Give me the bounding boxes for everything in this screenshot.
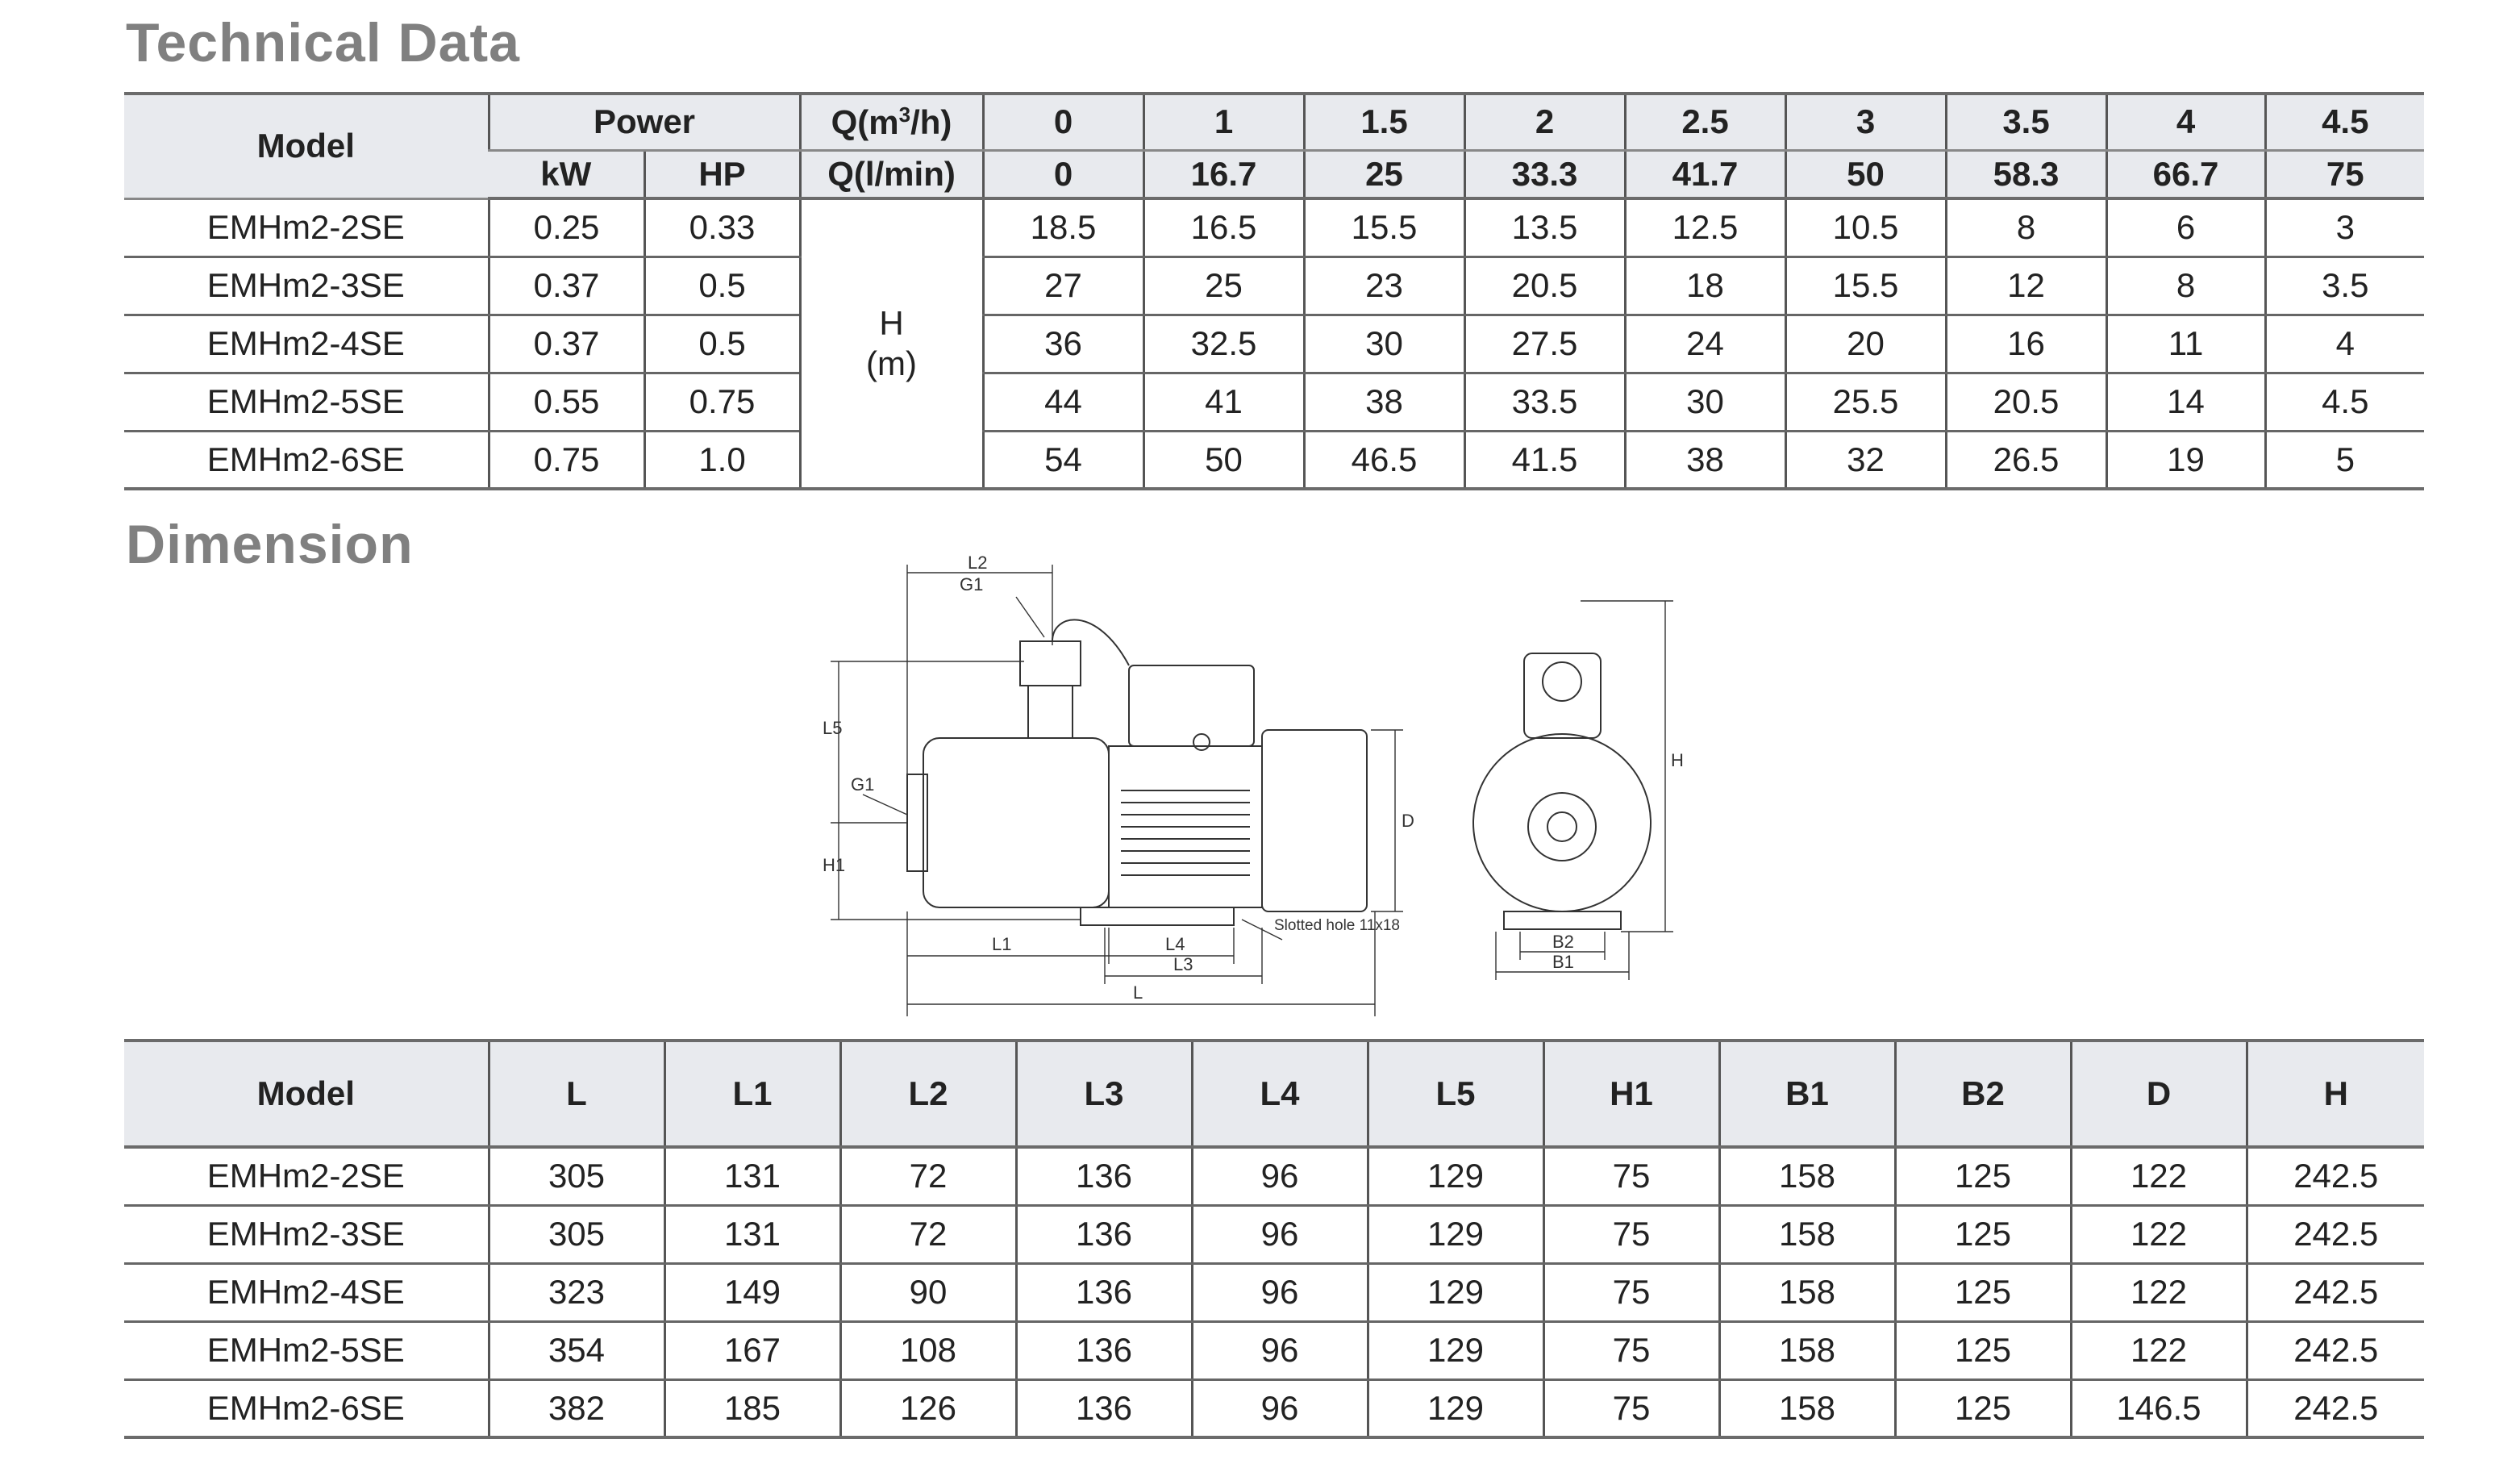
dim-cell: 146.5 — [2071, 1379, 2247, 1437]
table-row — [124, 198, 2424, 257]
dim-cell: 129 — [1368, 1205, 1543, 1263]
dim-cell: 158 — [1719, 1147, 1895, 1205]
head-unit: (m) — [866, 344, 917, 382]
table-row — [124, 431, 2424, 489]
hp-cell: 0.5 — [644, 257, 800, 315]
head-cell: 32 — [1785, 431, 1946, 489]
dim-cell: 122 — [2071, 1147, 2247, 1205]
dim-cell: 242.5 — [2247, 1379, 2424, 1437]
dim-label-l3: L3 — [1173, 954, 1193, 974]
dimension-table — [124, 1039, 2424, 1439]
flow-m3h-header: $Q(m^3/h)$ — [800, 94, 983, 150]
model-header: Model — [124, 94, 489, 198]
flow-lmin-value: 41.7 — [1625, 150, 1785, 198]
flow-m3h-value: 3.5 — [1946, 94, 2106, 150]
dim-label-l2: L2 — [968, 553, 988, 573]
pressure-hose-outline — [1052, 619, 1129, 665]
flow-lmin-value: 66.7 — [2106, 150, 2265, 198]
dim-header-cell: H1 — [1543, 1041, 1719, 1147]
head-cell: 25.5 — [1785, 373, 1946, 431]
head-cell: 20.5 — [1946, 373, 2106, 431]
dim-cell: 122 — [2071, 1263, 2247, 1321]
dim-header-cell: B1 — [1719, 1041, 1895, 1147]
front-volute-outline — [1473, 734, 1651, 911]
head-cell: 46.5 — [1304, 431, 1464, 489]
dim-header-row — [124, 1041, 2424, 1147]
head-cell: 20.5 — [1464, 257, 1625, 315]
flow-lmin-value: 58.3 — [1946, 150, 2106, 198]
hp-cell: 0.33 — [644, 198, 800, 257]
head-cell: 44 — [983, 373, 1143, 431]
model-cell: EMHm2-2SE — [124, 198, 489, 257]
front-discharge-outline — [1524, 653, 1601, 738]
discharge-port-outline — [1020, 641, 1081, 686]
dim-cell: 129 — [1368, 1263, 1543, 1321]
dim-cell: 75 — [1543, 1379, 1719, 1437]
power-header: Power — [489, 94, 800, 150]
dim-label-l: L — [1133, 982, 1143, 1003]
suction-flange-outline — [907, 774, 927, 871]
dim-cell: 136 — [1016, 1263, 1192, 1321]
tech-header-row-1 — [124, 94, 2424, 150]
head-cell: 25 — [1143, 257, 1304, 315]
model-cell: EMHm2-4SE — [124, 315, 489, 373]
pump-body-outline — [923, 738, 1109, 907]
head-cell: 5 — [2265, 431, 2424, 489]
head-cell: 24 — [1625, 315, 1785, 373]
hp-cell: 0.75 — [644, 373, 800, 431]
dim-cell: 125 — [1895, 1321, 2071, 1379]
dim-label-b1: B1 — [1552, 952, 1574, 972]
dim-cell: 158 — [1719, 1263, 1895, 1321]
dim-cell: 96 — [1192, 1321, 1368, 1379]
hp-cell: 1.0 — [644, 431, 800, 489]
front-inlet-outline — [1528, 793, 1596, 861]
dim-cell: EMHm2-2SE — [124, 1147, 489, 1205]
head-cell: 11 — [2106, 315, 2265, 373]
dim-header-cell: Model — [124, 1041, 489, 1147]
dim-label-g1-side: G1 — [851, 774, 875, 795]
dim-cell: 125 — [1895, 1147, 2071, 1205]
head-cell: 15.5 — [1304, 198, 1464, 257]
dim-header-cell: L2 — [840, 1041, 1016, 1147]
flow-m3h-value: 3 — [1785, 94, 1946, 150]
dim-label-l4: L4 — [1165, 934, 1185, 954]
dim-cell: 75 — [1543, 1321, 1719, 1379]
head-cell: 19 — [2106, 431, 2265, 489]
dim-cell: 305 — [489, 1205, 664, 1263]
table-row — [124, 257, 2424, 315]
head-cell: 36 — [983, 315, 1143, 373]
dim-cell: 323 — [489, 1263, 664, 1321]
head-cell: 38 — [1304, 373, 1464, 431]
dim-cell: 72 — [840, 1205, 1016, 1263]
table-row — [124, 1379, 2424, 1437]
dim-cell: 305 — [489, 1147, 664, 1205]
head-label: H — [879, 303, 904, 342]
dim-cell: 126 — [840, 1379, 1016, 1437]
head-cell: 54 — [983, 431, 1143, 489]
dim-cell: 125 — [1895, 1379, 2071, 1437]
dim-header-cell: L1 — [664, 1041, 840, 1147]
flow-m3h-value: 0 — [983, 94, 1143, 150]
dim-cell: 122 — [2071, 1205, 2247, 1263]
kw-cell: 0.37 — [489, 257, 644, 315]
dimension-title: Dimension — [126, 514, 414, 575]
cable-gland-outline — [1193, 734, 1210, 750]
dim-cell: 75 — [1543, 1205, 1719, 1263]
dim-label-h: H — [1671, 750, 1684, 770]
dim-cell: 75 — [1543, 1147, 1719, 1205]
flow-m3h-value: 1 — [1143, 94, 1304, 150]
flow-lmin-value: 75 — [2265, 150, 2424, 198]
dim-header-cell: B2 — [1895, 1041, 2071, 1147]
pump-dimension-drawing — [774, 548, 1774, 1024]
head-cell: 30 — [1304, 315, 1464, 373]
kw-cell: 0.25 — [489, 198, 644, 257]
head-cell: 18 — [1625, 257, 1785, 315]
terminal-box-outline — [1129, 665, 1254, 746]
front-base-outline — [1504, 911, 1621, 929]
dim-cell: 131 — [664, 1205, 840, 1263]
front-dimension-lines — [1496, 601, 1673, 980]
table-row — [124, 1263, 2424, 1321]
hp-cell: 0.5 — [644, 315, 800, 373]
dim-cell: 96 — [1192, 1263, 1368, 1321]
head-cell: 30 — [1625, 373, 1785, 431]
dim-cell: 96 — [1192, 1379, 1368, 1437]
kw-cell: 0.75 — [489, 431, 644, 489]
head-cell: 50 — [1143, 431, 1304, 489]
dim-cell: 242.5 — [2247, 1321, 2424, 1379]
head-cell: 16 — [1946, 315, 2106, 373]
head-cell: 20 — [1785, 315, 1946, 373]
flow-lmin-value: 25 — [1304, 150, 1464, 198]
head-cell: 18.5 — [983, 198, 1143, 257]
head-cell: 10.5 — [1785, 198, 1946, 257]
table-row — [124, 1147, 2424, 1205]
head-cell: 27 — [983, 257, 1143, 315]
dim-label-g1-top: G1 — [960, 574, 984, 594]
dim-cell: 129 — [1368, 1379, 1543, 1437]
dim-cell: 136 — [1016, 1147, 1192, 1205]
dim-label-d: D — [1402, 811, 1414, 831]
flow-m3h-value: 2.5 — [1625, 94, 1785, 150]
head-cell: 23 — [1304, 257, 1464, 315]
dim-label-l5: L5 — [823, 718, 843, 738]
dim-label-l1: L1 — [992, 934, 1012, 954]
head-cell: 27.5 — [1464, 315, 1625, 373]
flow-lmin-value: 16.7 — [1143, 150, 1304, 198]
table-row — [124, 1205, 2424, 1263]
dim-cell: 90 — [840, 1263, 1016, 1321]
flow-m3h-value: 1.5 — [1304, 94, 1464, 150]
dim-cell: 158 — [1719, 1205, 1895, 1263]
head-cell: 32.5 — [1143, 315, 1304, 373]
dim-cell: 122 — [2071, 1321, 2247, 1379]
dim-cell: 96 — [1192, 1147, 1368, 1205]
dim-cell: 108 — [840, 1321, 1016, 1379]
table-row — [124, 1321, 2424, 1379]
flow-lmin-value: 50 — [1785, 150, 1946, 198]
table-row — [124, 373, 2424, 431]
head-cell: 8 — [1946, 198, 2106, 257]
dim-cell: 136 — [1016, 1205, 1192, 1263]
head-cell: 14 — [2106, 373, 2265, 431]
dim-cell: 96 — [1192, 1205, 1368, 1263]
head-cell: 33.5 — [1464, 373, 1625, 431]
head-cell: 41 — [1143, 373, 1304, 431]
dim-cell: 72 — [840, 1147, 1016, 1205]
head-cell: 8 — [2106, 257, 2265, 315]
dim-cell: EMHm2-3SE — [124, 1205, 489, 1263]
flow-lmin-header: Q(l/min) — [800, 150, 983, 198]
base-foot-outline — [1081, 907, 1234, 925]
flow-lmin-value: 33.3 — [1464, 150, 1625, 198]
dim-header-cell: L5 — [1368, 1041, 1543, 1147]
head-cell: 13.5 — [1464, 198, 1625, 257]
dim-cell: EMHm2-5SE — [124, 1321, 489, 1379]
dimension-lines — [831, 565, 1403, 1016]
dim-label-h1: H1 — [823, 855, 846, 875]
dim-cell: 125 — [1895, 1205, 2071, 1263]
dim-cell: 242.5 — [2247, 1263, 2424, 1321]
discharge-neck-outline — [1028, 686, 1073, 738]
dim-cell: 158 — [1719, 1379, 1895, 1437]
head-cell: 41.5 — [1464, 431, 1625, 489]
head-cell: 15.5 — [1785, 257, 1946, 315]
dim-header-cell: L — [489, 1041, 664, 1147]
dim-cell: 354 — [489, 1321, 664, 1379]
head-cell: 3 — [2265, 198, 2424, 257]
dim-cell: 149 — [664, 1263, 840, 1321]
technical-data-title: Technical Data — [126, 12, 520, 73]
model-cell: EMHm2-5SE — [124, 373, 489, 431]
head-cell: 4.5 — [2265, 373, 2424, 431]
head-cell: 6 — [2106, 198, 2265, 257]
head-cell: 16.5 — [1143, 198, 1304, 257]
table-row — [124, 315, 2424, 373]
dim-cell: 167 — [664, 1321, 840, 1379]
dim-cell: 129 — [1368, 1147, 1543, 1205]
kw-cell: 0.37 — [489, 315, 644, 373]
head-unit-cell — [800, 198, 983, 489]
dim-header-cell: D — [2071, 1041, 2247, 1147]
head-cell: 26.5 — [1946, 431, 2106, 489]
flow-m3h-value: 2 — [1464, 94, 1625, 150]
front-gauge-outline — [1543, 662, 1581, 701]
model-cell: EMHm2-6SE — [206, 440, 405, 478]
dim-cell: EMHm2-4SE — [124, 1263, 489, 1321]
dim-cell: 136 — [1016, 1379, 1192, 1437]
dim-cell: 185 — [664, 1379, 840, 1437]
dim-cell: 129 — [1368, 1321, 1543, 1379]
dim-cell: 242.5 — [2247, 1147, 2424, 1205]
dim-label-b2: B2 — [1552, 932, 1574, 952]
slotted-hole-label: Slotted hole 11x18 — [1274, 917, 1400, 934]
head-cell: 4 — [2265, 315, 2424, 373]
fan-cover-outline — [1262, 730, 1367, 911]
technical-data-table — [124, 92, 2424, 490]
flow-m3h-value: 4.5 — [2265, 94, 2424, 150]
flow-m3h-value: 4 — [2106, 94, 2265, 150]
dim-cell: 242.5 — [2247, 1205, 2424, 1263]
dim-cell: 75 — [1543, 1263, 1719, 1321]
head-cell: 12.5 — [1625, 198, 1785, 257]
dim-cell: 136 — [1016, 1321, 1192, 1379]
dim-cell: 131 — [664, 1147, 840, 1205]
dim-cell: EMHm2-6SE — [206, 1388, 405, 1427]
dim-cell: 158 — [1719, 1321, 1895, 1379]
dim-header-cell: H — [2247, 1041, 2424, 1147]
head-cell: 12 — [1946, 257, 2106, 315]
hp-header: HP — [644, 150, 800, 198]
dim-cell: 382 — [489, 1379, 664, 1437]
dim-cell: 125 — [1895, 1263, 2071, 1321]
model-cell: EMHm2-3SE — [124, 257, 489, 315]
flow-lmin-value: 0 — [983, 150, 1143, 198]
dim-header-cell: L4 — [1192, 1041, 1368, 1147]
head-cell: 38 — [1625, 431, 1785, 489]
kw-cell: 0.55 — [489, 373, 644, 431]
kw-header: kW — [489, 150, 644, 198]
dim-header-cell: L3 — [1016, 1041, 1192, 1147]
head-cell: 3.5 — [2265, 257, 2424, 315]
front-shaft-outline — [1547, 812, 1577, 841]
